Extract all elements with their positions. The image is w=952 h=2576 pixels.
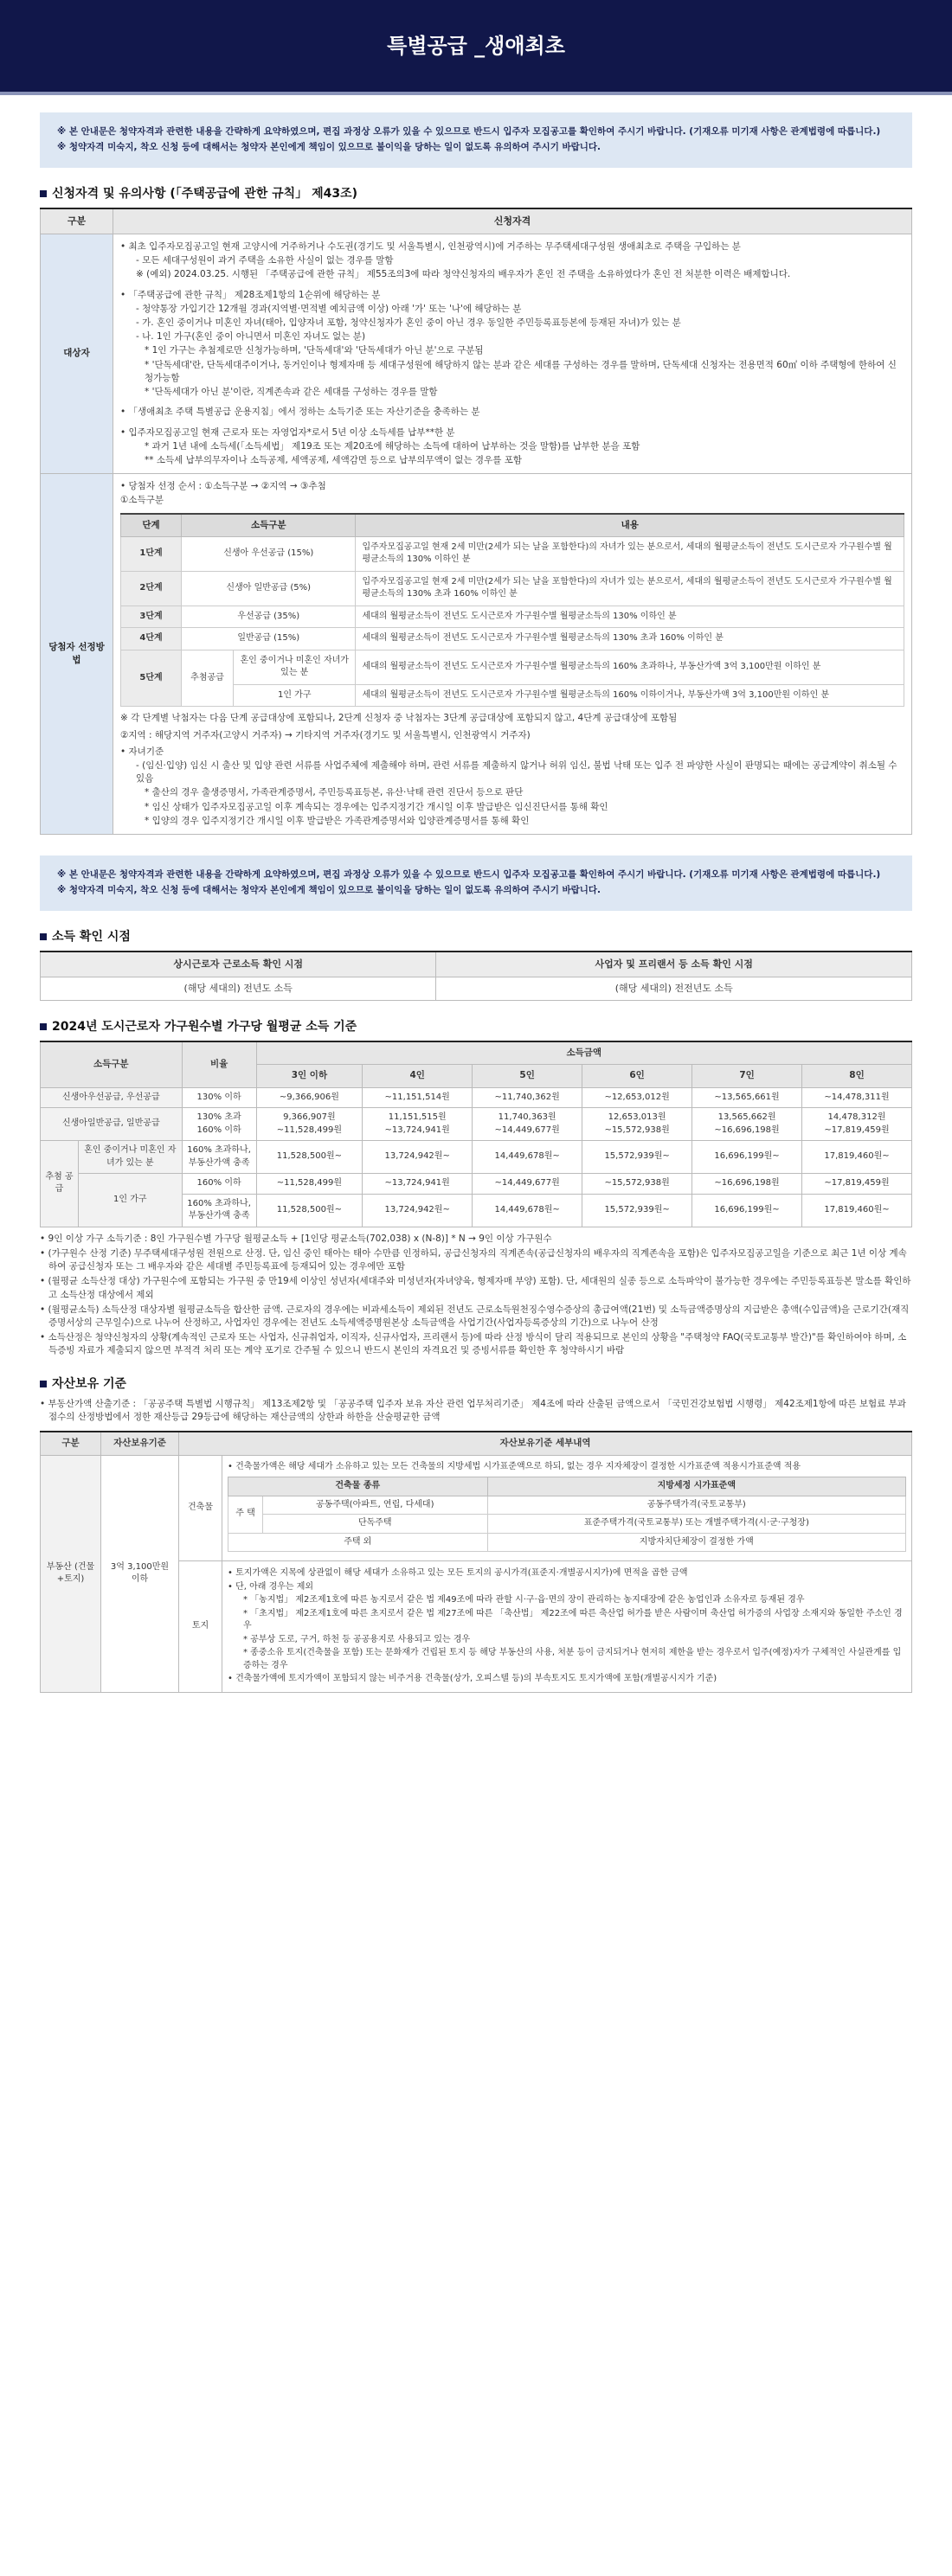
square-bullet-icon xyxy=(40,190,47,197)
notice-box xyxy=(40,112,912,168)
income-standard-section xyxy=(40,1018,912,1358)
stage-row: 3단계 우선공급 (35%) 세대의 월평균소득이 전년도 도시근로자 가구원수별 월평균소득의 130% 이하인 분 xyxy=(121,606,904,628)
section-title: 신청자격 및 유의사항 (「주택공급에 관한 규칙」 제43조) xyxy=(40,185,912,202)
table-row: 1인 가구 160% 이하 ~11,528,499원 ~13,724,941원 ~14,449,677원 ~15,572,938원 ~16,696,198원 ~17,819,459원 xyxy=(41,1174,912,1195)
table-row: 신생아일반공급, 일반공급 130% 초과 160% 이하 9,366,907원 ~11,528,499원 11,151,515원 ~13,724,941원 11,740,363원 ~14,449,677원 12,653,013원 ~15,572,938원 13,565,662원 ~16,696,198원 14,478,312원 ~17,819,459원 xyxy=(41,1108,912,1141)
asset-section xyxy=(40,1375,912,1693)
qualification-section xyxy=(40,185,912,835)
stage-row: 4단계 일반공급 (15%) 세대의 월평균소득이 전년도 도시근로자 가구원수별 월평균소득의 130% 초과 160% 이하인 분 xyxy=(121,628,904,650)
col-header: 신청자격 xyxy=(113,208,912,234)
qualification-table xyxy=(40,208,912,835)
stage-row: 5단계 추첨공급 혼인 중이거나 미혼인 자녀가 있는 분 세대의 월평균소득이 전년도 도시근로자 가구원수별 월평균소득의 160% 초과하나, 부동산가액 3억 3,100만원 이하인 분 xyxy=(121,650,904,684)
square-bullet-icon xyxy=(40,1023,47,1030)
income-time-section xyxy=(40,928,912,1001)
notice-line: ※ 본 안내문은 청약자격과 관련한 내용을 간략하게 요약하였으며, 편집 과정상 오류가 있을 수 있으므로 반드시 입주자 모집공고를 확인하여 주시기 바랍니다. (기재오류 미기재 사항은 관계법령에 따릅니다.) xyxy=(57,869,881,881)
stage-row: 2단계 신생아 일반공급 (5%) 입주자모집공고일 현재 2세 미만(2세가 되는 날을 포함한다)의 자녀가 있는 분으로서, 세대의 월평균소득이 전년도 도시근로자 가구원수별 월평균소득의 130% 초과 160% 이하인 분 xyxy=(121,571,904,606)
page-title: 특별공급 _생애최초 xyxy=(387,33,565,58)
asset-table: 구분 자산보유기준 자산보유기준 세부내역 부동산 (건물+토지) 3억 3,100만원 이하 건축물 • 건축물가액은 해당 세대가 소유하고 있는 모든 건축물의 지방세법 시가표준액으로 하되, 없는 경우 지자체장이 결정한 시가표준액 적용시가표준액 적용 건축물 종류 지방세정 시가표준액 주 택 공동주택(아파트, 연립, 다세대) 공동주택가격(국토교통부) 단독주택 표준주택가격(국토교통부) 또는 개별주택가격(시·군·구청장) 주택 외 지방자치단체장이 결정한 가액 토지 • 토지가액은 지목에 상관없이 해당 세대가 소유하고 있는 모든 토지의 공시가격(표준지·개별공시지가)에 면적을 곱한 금액 • 단, 아래 경우는 제외 * 「농지법」 제2조제1호에 따른 농지로서 같은 법 제49조에 따라 관할 시·구·읍·면의 장이 관리하는 농지대장에 같은 농업인과 소유자로 등재된 경우 * 「초지법」 제2조제1호에 따른 초지로서 같은 법 제27조에 따른 「축산법」 제22조에 따른 축산업 허가를 받은 사람이며 축산업 허가증의 사업장 소재지와 동일한 주소인 경우 * 공부상 도로, 구거, 하천 등 공공용지로 사용되고 있는 경우 * 종중소유 토지(건축물을 포함) 또는 문화재가 건립된 토지 등 해당 부동산의 사용, 처분 등이 금지되거나 현저히 제한을 받는 경우로서 입주(예정)자가 구체적인 사실관계를 입증하는 경우 • 건축물가액에 토지가액이 포함되지 않는 비주거용 건축물(상가, 오피스텔 등)의 부속토지도 토지가액에 포함(개별공시지가 기준) xyxy=(40,1431,912,1692)
row-label-winner: 당첨자 선정방법 xyxy=(41,474,113,835)
notice-line: ※ 청약자격 미숙지, 착오 신청 등에 대해서는 청약자 본인에게 책임이 있으므로 불이익을 당하는 일이 없도록 유의하여 주시기 바랍니다. xyxy=(57,141,601,152)
notice-line: ※ 본 안내문은 청약자격과 관련한 내용을 간략하게 요약하였으며, 편집 과정상 오류가 있을 수 있으므로 반드시 입주자 모집공고를 확인하여 주시기 바랍니다. (기재오류 미기재 사항은 관계법령에 따릅니다.) xyxy=(57,126,881,137)
income-notes: • 9인 이상 가구 소득기준 : 8인 가구원수별 가구당 월평균소득 + [1인당 평균소득(702,038) x (N-8)] * N → 9인 이상 가구원수 • (가구원수 산정 기준) 무주택세대구성원 전원으로 산정. 단, 임신 중인 태아는 태아 수만큼 인정하되, 공급신청자의 직계존속(공급신청자의 배우자의 직계존속을 포함)은 입주자모집공고일을 기준으로 최근 1년 이상 계속하여 공급신청자 또는 그 배우자와 같은 세대별 주민등록표에 등재되어 있는 경우에만 포함 • (월평균 소득산정 대상) 가구원수에 포함되는 가구원 중 만19세 이상인 성년자(세대주와 미성년자(자녀양육, 형제자매 부양) 포함). 단, 세대원의 실종 등으로 소득파악이 불가능한 경우에는 주민등록표등본 말소를 확인하고 소득산정 대상에서 제외 • (월평균소득) 소득산정 대상자별 월평균소득을 합산한 금액. 근로자의 경우에는 비과세소득이 제외된 전년도 근로소득원천징수영수증상의 총급여액(21번) 및 소득금액증명상의 지급받은 총액(수입금액)을 근로기간(재직증명서상의 근무일수)으로 나누어 산정하고, 사업자인 경우에는 전년도 소득세액증명원본상 소득금액을 사업기간(사업자등록증상의 기간)으로 나누어 산정 • 소득산정은 청약신청자의 상황(계속적인 근로자 또는 사업자, 신규취업자, 이직자, 신규사업자, 프리랜서 등)에 따라 산정 방식이 달리 적용되므로 본인의 상황을 "주택청약 FAQ(국토교통부 발간)"를 확인하여야 하며, 소득증빙 자료가 제출되지 않으면 부적격 처리 또는 계약 포기로 간주될 수 있으니 반드시 본인의 자격요건 및 증빙서류를 확인한 후 청약하시기 바람 xyxy=(40,1233,911,1356)
table-row: 신생아우선공급, 우선공급 130% 이하 ~9,366,906원 ~11,151,514원 ~11,740,362원 ~12,653,012원 ~13,565,661원 ~14,478,311원 xyxy=(41,1087,912,1108)
income-standard-table: 소득구분 비율 소득금액 3인 이하 4인 5인 6인 7인 8인 신생아우선공급, 우선공급 130% 이하 ~9,366,906원 ~11,151,514원 ~11,740,362원 ~12,653,012원 ~13,565,661원 ~14,478,311원 신생아일반공급, 일반공급 130% 초과 160% 이하 9,366,907원 ~11,528,499원 11,151,515원 ~13,724,941원 11,740,363원 ~14,449,677원 12,653,013원 ~15,572,938원 13,565,662원 ~16,696,198원 14,478,312원 ~17,819,459원 추첨 공급 혼인 중이거나 미혼인 자녀가 있는 분 160% 초과하나, 부동산가액 충족 11,528,500원~ 13,724,942원~ 14,449,678원~ 15,572,939원~ 16,696,199원~ 17,819,460원~ 1인 가구 160% 이하 ~11,528,499원 ~13,724,941원 ~14,449,677원 ~15,572,938원 ~16,696,198원 ~17,819,459원 160% 초과하나, 부동산가액 충족 11,528,500원~ 13,724,942원~ 14,449,678원~ 15,572,939원~ 16,696,199원~ 17,819,460원~ xyxy=(40,1041,912,1227)
square-bullet-icon xyxy=(40,933,47,940)
notice-line: ※ 청약자격 미숙지, 착오 신청 등에 대해서는 청약자 본인에게 책임이 있으므로 불이익을 당하는 일이 없도록 유의하여 주시기 바랍니다. xyxy=(57,884,601,895)
stage-row: 1인 가구 세대의 월평균소득이 전년도 도시근로자 가구원수별 월평균소득의 160% 이하이거나, 부동산가액 3억 3,100만원 이하인 분 xyxy=(121,684,904,707)
stage-row: 1단계 신생아 우선공급 (15%) 입주자모집공고일 현재 2세 미만(2세가 되는 날을 포함한다)의 자녀가 있는 분으로서, 세대의 월평균소득이 전년도 도시근로자 가구원수별 월평균소득의 130% 이하인 분 xyxy=(121,536,904,571)
table-row: 추첨 공급 혼인 중이거나 미혼인 자녀가 있는 분 160% 초과하나, 부동산가액 충족 11,528,500원~ 13,724,942원~ 14,449,678원~ 15,572,939원~ 16,696,199원~ 17,819,460원~ xyxy=(41,1141,912,1174)
building-value-table: 건축물 종류 지방세정 시가표준액 주 택 공동주택(아파트, 연립, 다세대) 공동주택가격(국토교통부) 단독주택 표준주택가격(국토교통부) 또는 개별주택가격(시·군·구청장) 주택 외 지방자치단체장이 결정한 가액 xyxy=(228,1477,906,1552)
col-header: 구분 xyxy=(41,208,113,234)
target-content: • 최초 입주자모집공고일 현재 고양시에 거주하거나 수도권(경기도 및 서울특별시, 인천광역시)에 거주하는 무주택세대구성원 생애최초로 주택을 구입하는 분 - 모든 세대구성원이 과거 주택을 소유한 사실이 없는 경우를 말함 ※ (예외) 2024.03.25. 시행된 「주택공급에 관한 규칙」 제55조의3에 따라 청약신청자의 배우자가 혼인 전 주택을 소유하였다가 혼인 전 처분한 이력은 배제합니다. • 「주택공급에 관한 규칙」 제28조제1항의 1순위에 해당하는 분 - 청약통장 가입기간 12개월 경과(지역별·면적별 예치금액 이상) 아래 '가' 또는 '나'에 해당하는 분 - 가. 혼인 중이거나 미혼인 자녀(태아, 입양자녀 포함, 청약신청자가 혼인 중이 아닌 경우 동일한 주민등록표등본에 등재된 자녀)가 있는 분 - 나. 1인 가구(혼인 중이 아니면서 미혼인 자녀도 없는 분) * 1인 가구는 추첨제로만 신청가능하며, '단독세대'와 '단독세대가 아닌 분'으로 구분됨 * '단독세대'란, 단독세대주이거나, 동거인이나 형제자매 등 세대구성원에 해당하지 않는 분과 같은 세대를 구성하는 경우를 말하며, 단독세대 신청자는 전용면적 60㎡ 이하 주택형에 한하여 신청가능함 * '단독세대가 아닌 분'이란, 직계존속과 같은 세대를 구성하는 경우를 말함 • 「생애최초 주택 특별공급 운용지침」에서 정하는 소득기준 또는 자산기준을 충족하는 분 • 입주자모집공고일 현재 근로자 또는 자영업자*로서 5년 이상 소득세를 납부**한 분 * 과거 1년 내에 소득세(「소득세법」 제19조 또는 제20조에 해당하는 소득에 대하여 납부하는 것을 말함)를 납부한 분을 포함 ** 소득세 납부의무자이나 소득공제, 세액공제, 세액감면 등으로 납부의무액이 없는 경우를 포함 xyxy=(113,234,912,473)
square-bullet-icon xyxy=(40,1381,47,1387)
table-row: 160% 초과하나, 부동산가액 충족 11,528,500원~ 13,724,942원~ 14,449,678원~ 15,572,939원~ 16,696,199원~ 17,819,460원~ xyxy=(41,1194,912,1227)
page-header xyxy=(0,0,952,95)
row-label-target: 대상자 xyxy=(41,234,113,473)
notice-box xyxy=(40,855,912,911)
asset-intro: • 부동산가액 산출기준 : 「공공주택 특별법 시행규칙」 제13조제2항 및 「공공주택 입주자 보유 자산 관련 업무처리기준」 제4조에 따라 산출된 금액으로서 「국민건강보험법 시행령」 제42조제1항에 따른 보험료 부과점수의 산정방법에서 정한 재산등급 29등급에 해당하는 재산금액의 상한과 하한을 산술평균한 금액 xyxy=(40,1398,906,1423)
winner-content: • 당첨자 선정 순서 : ①소득구분 → ②지역 → ③추첨 ①소득구분 단계 소득구분 내용 1단계 신생아 우선공급 (15%) 입주자모집공고일 현재 2세 미만(2세가 되는 날을 포함한다)의 자녀가 있는 분으로서, 세대의 월평균소득이 전년도 도시근로자 가구원수별 월평균소득의 130% 이하인 분 2단계 신생아 일반공급 (5%) 입주자모집공고일 현재 2세 미만(2세가 되는 날을 포함한다)의 자녀가 있는 분으로서, 세대의 월평균소득이 전년도 도시근로자 가구원수별 월평균소득의 130% 초과 160% 이하인 분 3단계 우선공급 (35%) 세대의 월평균소득이 전년도 도시근로자 가구원수별 월평균소득의 130% 이하인 분 4단계 일반공급 (15%) 세대의 월평균소득이 전년도 도시근로자 가구원수별 월평균소득의 130% 초과 160% 이하인 분 5단계 추첨공급 혼인 중이거나 미혼인 자녀가 있는 분 세대의 월평균소득이 전년도 도시근로자 가구원수별 월평균소득의 160% 초과하나, 부동산가액 3억 3,100만원 이하인 분 1인 가구 세대의 월평균소득이 전년도 도시근로자 가구원수별 월평균소득의 160% 이하이거나, 부동산가액 3억 3,100만원 이하인 분 ※ 각 단계별 낙첨자는 다음 단계 공급대상에 포함되나, 2단계 신청자 중 낙첨자는 3단계 공급대상에 포함되지 않고, 4단계 공급대상에 포함됨 ②지역 : 해당지역 거주자(고양시 거주자) → 기타지역 거주자(경기도 및 서울특별시, 인천광역시 거주자) • 자녀기준 - (임신·입양) 임신 시 출산 및 입양 관련 서류를 사업주체에 제출해야 하며, 관련 서류를 제출하지 않거나 허위 임신, 불법 낙태 또는 입주 전 파양한 사실이 판명되는 때에는 공급계약이 취소될 수 있음 * 출산의 경우 출생증명서, 가족관계증명서, 주민등록표등본, 유산·낙태 관련 진단서 등으로 판단 * 임신 상태가 입주자모집공고일 이후 계속되는 경우에는 입주지정기간 개시일 이후 발급받은 임신진단서를 통해 확인 * 입양의 경우 입주지정기간 개시일 이후 발급받은 가족관계증명서와 입양관계증명서를 통해 확인 xyxy=(113,474,912,835)
stage-table: 단계 소득구분 내용 1단계 신생아 우선공급 (15%) 입주자모집공고일 현재 2세 미만(2세가 되는 날을 포함한다)의 자녀가 있는 분으로서, 세대의 월평균소득이 전년도 도시근로자 가구원수별 월평균소득의 130% 이하인 분 2단계 신생아 일반공급 (5%) 입주자모집공고일 현재 2세 미만(2세가 되는 날을 포함한다)의 자녀가 있는 분으로서, 세대의 월평균소득이 전년도 도시근로자 가구원수별 월평균소득의 130% 초과 160% 이하인 분 3단계 우선공급 (35%) 세대의 월평균소득이 전년도 도시근로자 가구원수별 월평균소득의 130% 이하인 분 4단계 일반공급 (15%) 세대의 월평균소득이 전년도 도시근로자 가구원수별 월평균소득의 130% 초과 160% 이하인 분 5단계 추첨공급 혼인 중이거나 미혼인 자녀가 있는 분 세대의 월평균소득이 전년도 도시근로자 가구원수별 월평균소득의 160% 초과하나, 부동산가액 3억 3,100만원 이하인 분 1인 가구 세대의 월평균소득이 전년도 도시근로자 가구원수별 월평균소득의 160% 이하이거나, 부동산가액 3억 3,100만원 이하인 분 xyxy=(120,513,904,708)
section-title: 2024년 도시근로자 가구원수별 가구당 월평균 소득 기준 xyxy=(40,1018,912,1035)
income-time-table: 상시근로자 근로소득 확인 시점 사업자 및 프리랜서 등 소득 확인 시점 (해당 세대의) 전년도 소득 (해당 세대의) 전전년도 소득 xyxy=(40,951,912,1001)
section-title: 소득 확인 시점 xyxy=(40,928,912,945)
section-title: 자산보유 기준 xyxy=(40,1375,912,1393)
